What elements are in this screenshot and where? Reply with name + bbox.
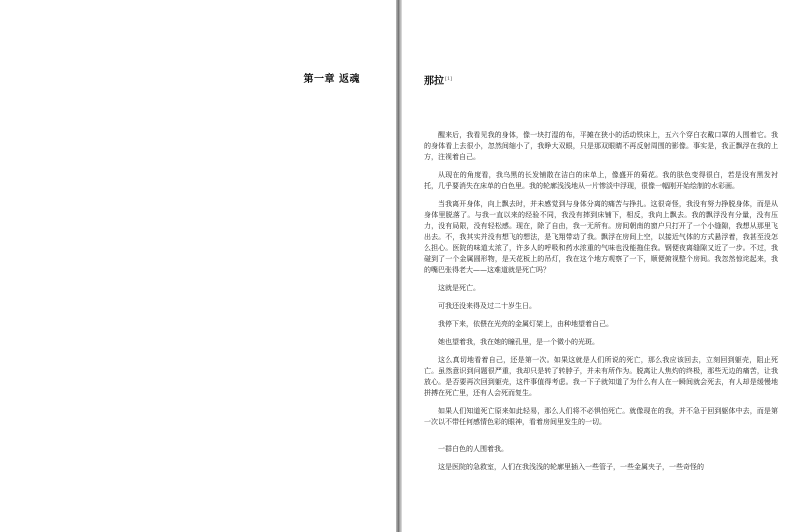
paragraph: 醒来后，我看见我的身体，像一块打湿的布，平摊在狭小的活动铁床上，五六个穿白衣戴口罩的人围着它。我的身体看上去很小，忽然间缩小了，我睁大双眼，只是那双眼睛不再反射周围的影像。事实是，我正飘浮在我的上方，注视着自己。	[424, 131, 778, 161]
chapter-title: 第一章 返魂	[303, 74, 360, 85]
paragraph: 一群白色的人围着我。	[438, 445, 508, 453]
body-text	[424, 130, 778, 480]
section-title	[424, 72, 452, 87]
paragraph: 从现在的角度看，我乌黑的长发铺散在洁白的床单上，像盛开的菊花。我的肤色变得很白，若是没有黑发衬托，几乎要消失在床单的白色里。我的轮廓浅浅地从一片惨淡中浮现，很像一幅刚开始绘制的水彩画。	[424, 171, 778, 190]
paragraph: 她也望着我，我在她的瞳孔里，是一个微小的光斑。	[438, 338, 599, 346]
left-page	[0, 0, 396, 532]
right-page	[402, 0, 798, 532]
footnote-link[interactable]: [1]	[445, 75, 453, 82]
paragraph: 可我还没来得及过二十岁生日。	[438, 302, 536, 310]
paragraph: 当我离开身体，向上飘去时，并未感觉到与身体分离的痛苦与挣扎。这很奇怪，我没有努力挣脱身体，而是从身体里脱落了。与我一直以来的经验不同，我没有摔到床铺下，相反，我向上飘去。我的飘浮没有分量，没有压力，没有局限，没有轻松感。现在，除了自由，我一无所有。房间朝南的窗户只打开了一个小缝隙，我想从那里飞出去。不，我其实并没有想飞的想法，是飞翔带动了我。飘浮在房间上空，以接近气体的方式悬浮着，我甚至没怎么担心。医院的味道太浓了，许多人的呼吸和药水浓重的气味也没能拖住我。钢便夜离缝隙又近了一步。不过，我碰到了一个金属圆形物，是天花板上的吊灯，我在这个地方观察了一下，顺便俯视整个房间。我忽然惊诧起来，我的嘴巴张得老大——这难道就是死亡吗？	[424, 200, 778, 274]
paragraph: 这是医院的急救室，人们在我浅浅的轮廓里插入一些管子，一些金属夹子，一些奇怪的	[438, 463, 704, 471]
paragraph: 这就是死亡。	[438, 284, 480, 292]
paragraph: 如果人们知道死亡原来如此轻易，那么人们将不必惧怕死亡。就像现在的我，并不急于回到躯体中去，而是第一次以不带任何感情色彩的眼神，看着房间里发生的一切。	[424, 407, 778, 426]
paragraph: 这么真切地看着自己，还是第一次。如果这就是人们所说的死亡，那么我应该回去，立刻回到躯壳，阻止死亡。虽然意识到问题很严重，我却只是转了转脖子，并未有所作为。脱离让人焦灼的终极，那些无边的痛苦，让我放心。是否要再次回到躯壳，这件事值得考虑。我一下子就知道了为什么有人在一瞬间就会死去，有人却是缓慢地拼搏在死亡里，还有人会死而复生。	[424, 356, 778, 397]
section-title-text: 那拉	[424, 76, 444, 87]
paragraph: 我停下来，依偎在光亮的金属灯架上，由种地望着自己。	[438, 320, 613, 328]
